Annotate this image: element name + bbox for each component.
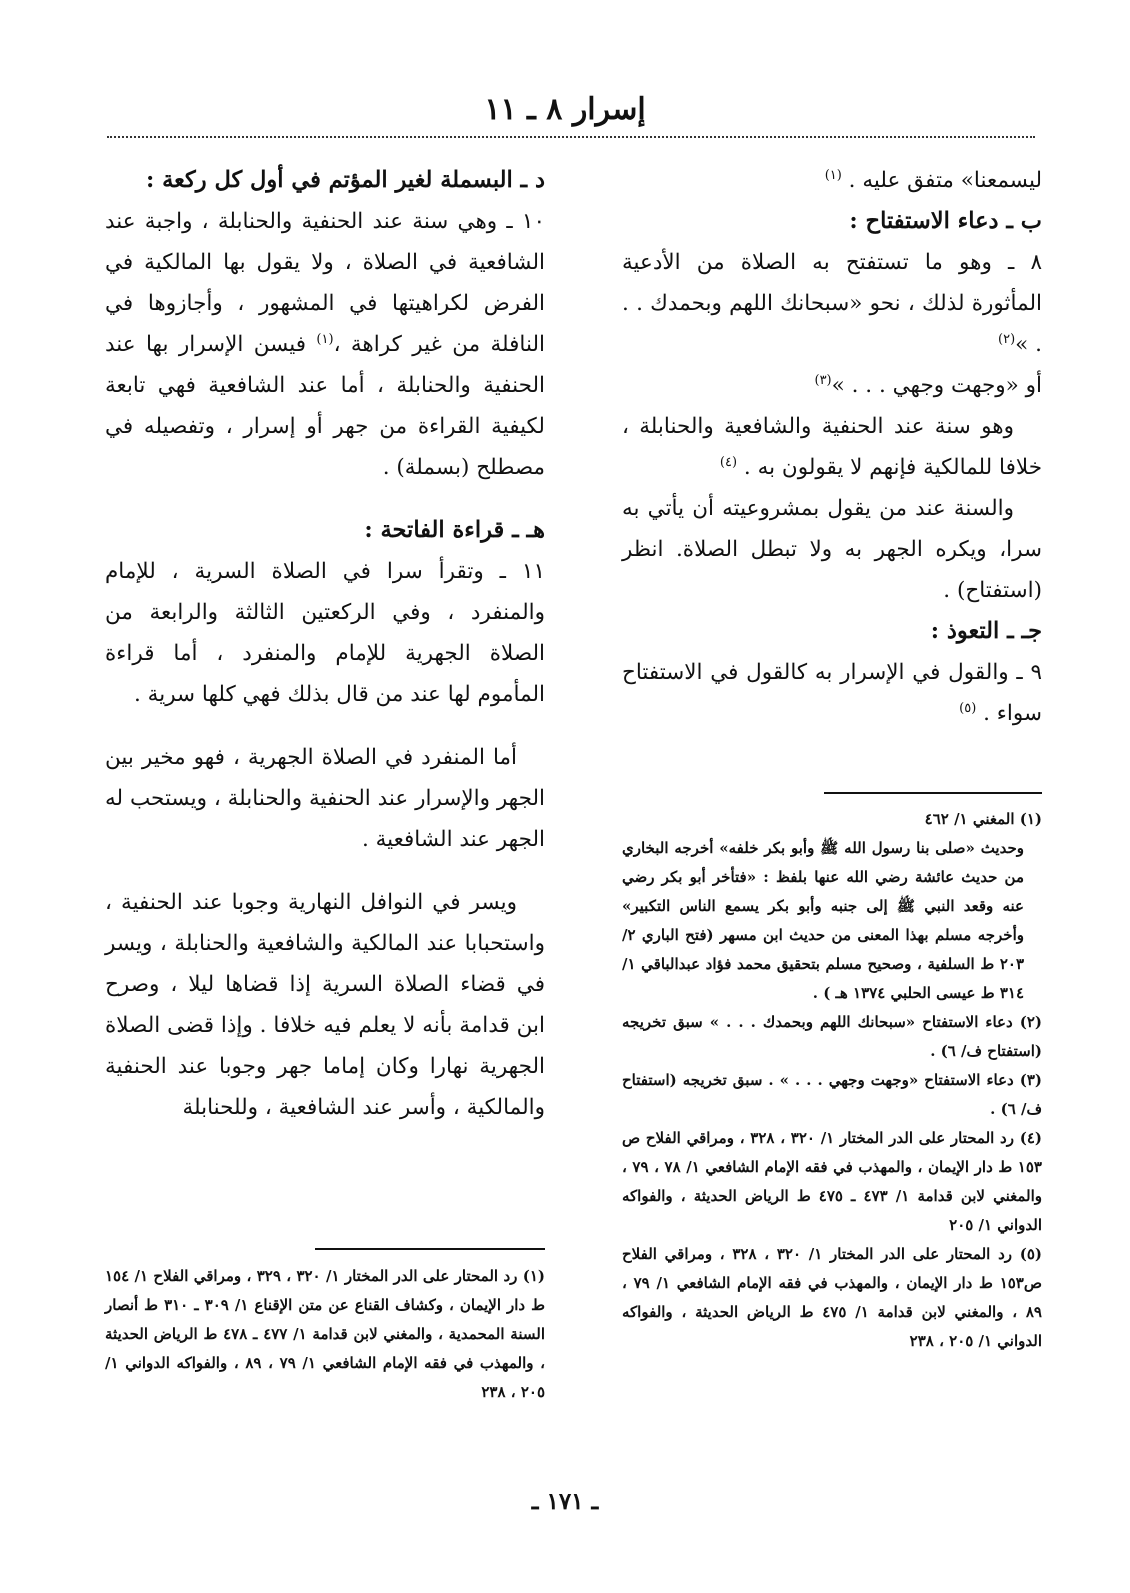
footnote-item: (٤) رد المحتار على الدر المختار ١/ ٣٢٠ ، ٣٢٨ ، ومراقي الفلاح ص ١٥٣ ط دار الإيمان ، والمهذب في فقه الإمام الشافعي ١/ ٧٨ ، ٧٩ ، والمغني لابن قدامة ١/ ٤٧٣ ـ ٤٧٥ ط الرياض الحديثة ، والفواكه الدواني ١/ ٢٠٥ — [622, 1129, 1042, 1234]
page-number: ـ ١٧١ ـ — [531, 1488, 599, 1515]
footnotes-right — [622, 805, 1042, 1356]
footnote-ref: (٥) — [959, 700, 977, 716]
section-heading-fatiha: هـ ـ قراءة الفاتحة : — [364, 517, 545, 543]
running-head: إسرار ٨ ـ ١١ — [484, 92, 646, 127]
paragraph-10: ١٠ ـ وهي سنة عند الحنفية والحنابلة ، واجبة عند الشافعية في الصلاة ، ولا يقول بها المالكية في الفرض لكراهيتها في المشهور ، وأجازوها في النافلة من غير كراهة ،$^{(١)}$ فيسن الإسرار بها عند الحنفية والحنابلة ، أما عند الشافعية فهي تابعة لكيفية القراءة من جهر أو إسرار ، وتفصيله في مصطلح (بسملة) . — [105, 209, 545, 480]
paragraph-8d: والسنة عند من يقول بمشروعيته أن يأتي به سرا، ويكره الجهر به ولا تبطل الصلاة. انظر (استفتاح) . — [622, 496, 1042, 603]
right-column — [622, 160, 1042, 734]
footnote-ref: (١) — [316, 331, 334, 347]
paragraph-11b: أما المنفرد في الصلاة الجهرية ، فهو مخير بين الجهر والإسرار عند الحنفية والحنابلة ، ويستحب له الجهر عند الشافعية . — [105, 745, 545, 852]
footnote-rule — [315, 1248, 545, 1250]
paragraph-11c: ويسر في النوافل النهارية وجوبا عند الحنفية ، واستحبابا عند المالكية والشافعية والحنابلة ، ويسر في قضاء الصلاة السرية إذا قضاها ليلا ، وصرح ابن قدامة بأنه لا يعلم فيه خلافا . وإذا قضى الصلاة الجهرية نهارا وكان إماما جهر وجوبا عند الحنفية والمالكية ، وأسر عند الشافعية ، وللحنابلة — [105, 890, 545, 1120]
paragraph-8c: وهو سنة عند الحنفية والشافعية والحنابلة ، خلافا للمالكية فإنهم لا يقولون به . $^{(٤)}$ — [622, 414, 1042, 480]
paragraph-8b: أو «وجهت وجهي . . . »$^{(٣)}$ — [814, 372, 1042, 398]
footnote-item: (١) رد المحتار على الدر المختار ١/ ٣٢٠ ، ٣٢٩ ، ومراقي الفلاح ١/ ١٥٤ ط دار الإيمان ، وكشاف القناع عن متن الإقناع ١/ ٣٠٩ ـ ٣١٠ ط أنصار السنة المحمدية ، والمغني لابن قدامة ١/ ٤٧٧ ـ ٤٧٨ ط الرياض الحديثة ، والمهذب في فقه الإمام الشافعي ١/ ٧٩ ، ٨٩ ، والفواكه الدواني ١/ ٢٠٥ ، ٢٣٨ — [105, 1267, 545, 1401]
footnote-rule — [824, 792, 1042, 794]
left-column — [105, 160, 545, 1128]
paragraph-8: ٨ ـ وهو ما تستفتح به الصلاة من الأدعية المأثورة لذلك ، نحو «سبحانك اللهم وبحمدك . . . »$^{(٢)}$ — [622, 250, 1042, 357]
header-dotted-rule — [107, 136, 1035, 138]
footnote-ref: (٤) — [719, 454, 738, 470]
footnotes-left — [105, 1262, 545, 1407]
footnote-ref: (١) — [824, 167, 842, 183]
footnote-item: (٥) رد المحتار على الدر المختار ١/ ٣٢٠ ، ٣٢٨ ، ومراقي الفلاح ص١٥٣ ط دار الإيمان ، والمهذب في فقه الإمام الشافعي ١/ ٧٩ ، ٨٩ ، والمغني لابن قدامة ١/ ٤٧٥ ط الرياض الحديثة ، والفواكه الدواني ١/ ٢٠٥ ، ٢٣٨ — [622, 1245, 1042, 1350]
footnote-item: وحديث «صلى بنا رسول الله ﷺ وأبو بكر خلفه» أخرجه البخاري من حديث عائشة رضي الله عنها بلفظ : «فتأخر أبو بكر رضي عنه وقعد النبي ﷺ إلى جنبه وأبو بكر يسمع الناس التكبير» وأخرجه مسلم بهذا المعنى من حديث ابن مسهر (فتح الباري ٢/ ٢٠٣ ط السلفية ، وصحيح مسلم بتحقيق محمد فؤاد عبدالباقي ١/ ٣١٤ ط عيسى الحلبي ١٣٧٤ هـ ) . — [622, 839, 1024, 1002]
paragraph-9: ٩ ـ والقول في الإسرار به كالقول في الاستفتاح سواء . $^{(٥)}$ — [622, 660, 1042, 726]
footnote-item: (١) المغني ١/ ٤٦٢ — [924, 810, 1042, 828]
footnote-item: (٢) دعاء الاستفتاح «سبحانك اللهم وبحمدك . . . » سبق تخريجه (استفتاح ف/ ٦) . — [622, 1013, 1042, 1060]
footnote-ref: (٢) — [998, 331, 1016, 347]
footnote-item: (٣) دعاء الاستفتاح «وجهت وجهي . . . » . سبق تخريجه (استفتاح ف/ ٦) . — [622, 1071, 1042, 1118]
footnote-ref: (٣) — [814, 372, 832, 388]
continued-paragraph: ليسمعنا» متفق عليه . $^{(١)}$ — [824, 167, 1042, 193]
section-heading-istiftah: ب ـ دعاء الاستفتاح : — [849, 208, 1042, 234]
paragraph-11: ١١ ـ وتقرأ سرا في الصلاة السرية ، للإمام والمنفرد ، وفي الركعتين الثالثة والرابعة من الصلاة الجهرية للإمام والمنفرد ، أما قراءة المأموم لها عند من قال بذلك فهي كلها سرية . — [105, 559, 545, 707]
section-heading-taawudh: جـ ـ التعوذ : — [930, 618, 1042, 644]
section-heading-basmala: د ـ البسملة لغير المؤتم في أول كل ركعة : — [145, 167, 545, 193]
